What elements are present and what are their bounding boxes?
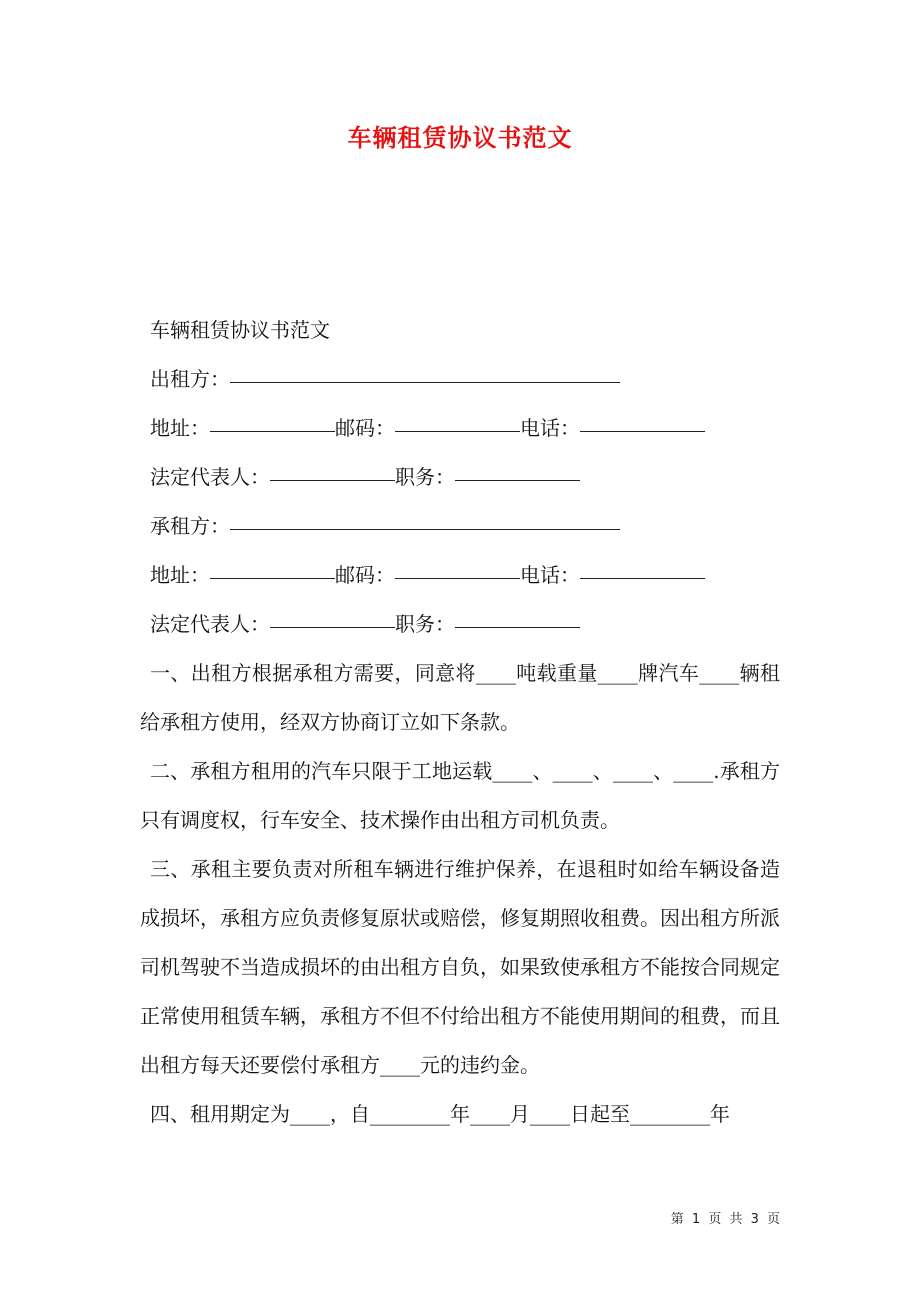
lessor-line xyxy=(140,355,780,404)
document-body xyxy=(140,306,780,1139)
lessee-line xyxy=(140,502,780,551)
address-label: 地址： xyxy=(150,563,210,587)
address-blank xyxy=(210,430,335,432)
legal-rep-blank xyxy=(270,479,395,481)
postcode-label: 邮码： xyxy=(335,416,395,440)
lessor-address-line xyxy=(140,404,780,453)
phone-blank xyxy=(580,430,705,432)
postcode-blank xyxy=(395,430,520,432)
lessee-legal-rep-line xyxy=(140,600,780,649)
address-label: 地址： xyxy=(150,416,210,440)
clause-4: 四、租用期定为____，自________年____月____日起至________年 xyxy=(150,1102,730,1126)
subtitle: 车辆租赁协议书范文 xyxy=(150,318,330,342)
lessor-legal-rep-line xyxy=(140,453,780,502)
phone-blank xyxy=(580,577,705,579)
clause-1: 一、出租方根据承租方需要，同意将____吨载重量____牌汽车____辆租给承租方使用，经双方协商订立如下条款。 xyxy=(140,661,780,734)
legal-rep-blank xyxy=(270,626,395,628)
page-footer: 第 1 页 共 3 页 xyxy=(670,1212,782,1227)
position-label: 职务： xyxy=(395,612,455,636)
lessor-blank xyxy=(230,381,620,383)
position-label: 职务： xyxy=(395,465,455,489)
clause-3: 三、承租主要负责对所租车辆进行维护保养，在退租时如给车辆设备造成损坏，承租方应负责修复原状或赔偿，修复期照收租费。因出租方所派司机驾驶不当造成损坏的由出租方自负，如果致使承租方不能按合同规定正常使用租赁车辆，承租方不但不付给出租方不能使用期间的租费，而且出租方每天还要偿付承租方____元的违约金。 xyxy=(140,857,780,1077)
postcode-label: 邮码： xyxy=(335,563,395,587)
lessee-address-line xyxy=(140,551,780,600)
position-blank xyxy=(455,626,580,628)
postcode-blank xyxy=(395,577,520,579)
legal-rep-label: 法定代表人： xyxy=(150,465,270,489)
clause-2: 二、承租方租用的汽车只限于工地运载____、____、____、____.承租方只有调度权，行车安全、技术操作由出租方司机负责。 xyxy=(140,759,780,832)
phone-label: 电话： xyxy=(520,416,580,440)
legal-rep-label: 法定代表人： xyxy=(150,612,270,636)
lessor-label: 出租方： xyxy=(150,367,230,391)
lessee-blank xyxy=(230,528,620,530)
position-blank xyxy=(455,479,580,481)
address-blank xyxy=(210,577,335,579)
phone-label: 电话： xyxy=(520,563,580,587)
page-title: 车辆租赁协议书范文 xyxy=(347,123,573,152)
lessee-label: 承租方： xyxy=(150,514,230,538)
